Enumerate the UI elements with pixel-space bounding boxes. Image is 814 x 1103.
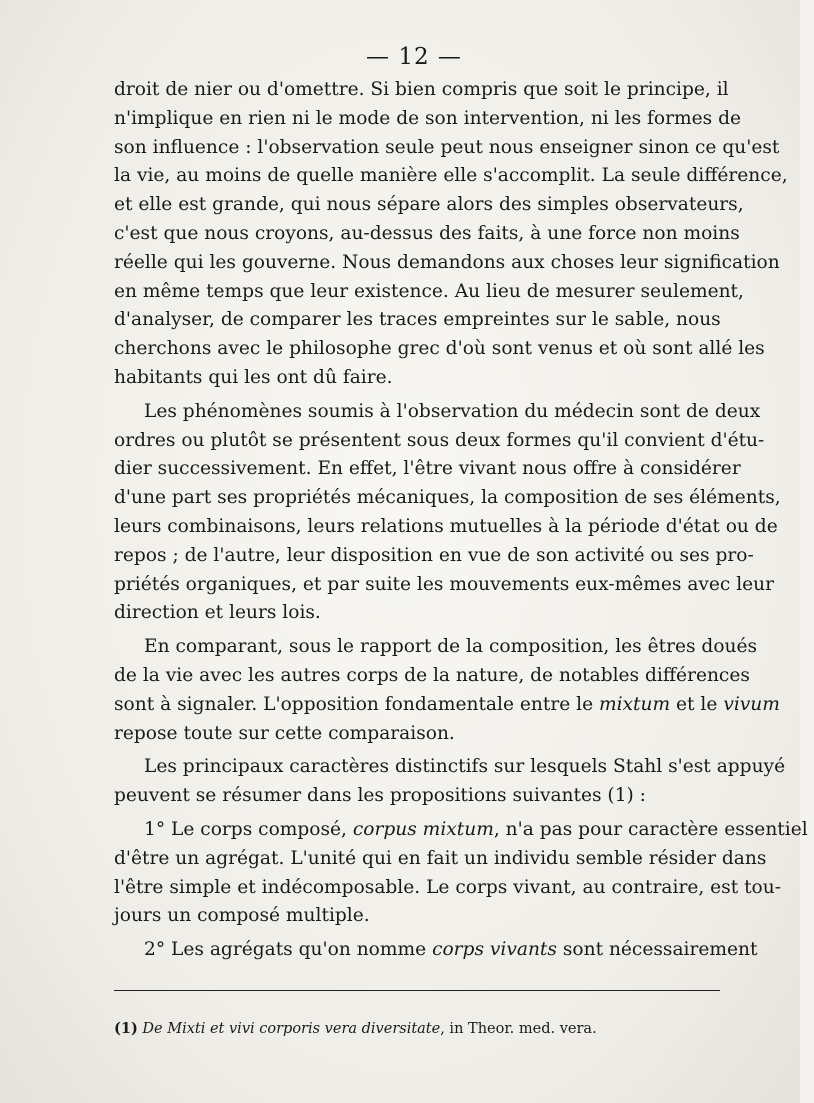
footnote-source: , in Theor. med. vera.	[440, 1021, 597, 1037]
text-line: cherchons avec le philosophe grec d'où sont venus et où sont allé les	[114, 338, 765, 360]
text-line: d'être un agrégat. L'unité qui en fait un individu semble résider dans	[114, 847, 767, 869]
text-line: dier successivement. En effet, l'être vivant nous offre à considérer	[114, 458, 741, 480]
text-line: Les phénomènes soumis à l'observation du médecin sont de deux	[144, 400, 761, 422]
text-line: son influence : l'observation seule peut nous enseigner sinon ce qu'est	[114, 136, 780, 158]
text-line: repos ; de l'autre, leur disposition en vue de son activité ou ses pro-	[114, 544, 754, 566]
text-line: habitants qui les ont dû faire.	[114, 366, 393, 388]
text-line: réelle qui les gouverne. Nous demandons aux choses leur signification	[114, 251, 780, 273]
text-line: ordres ou plutôt se présentent sous deux formes qu'il convient d'étu-	[114, 429, 765, 451]
body-text	[114, 76, 808, 965]
text-line: d'analyser, de comparer les traces empreintes sur le sable, nous	[114, 309, 721, 331]
page-number: — 12 —	[366, 44, 462, 70]
text-line: et elle est grande, qui nous sépare alors des simples observateurs,	[114, 194, 744, 216]
text-line: sont à signaler. L'opposition fondamentale entre le mixtum et le vivum	[114, 693, 780, 715]
text-line: la vie, au moins de quelle manière elle s'accomplit. La seule différence,	[114, 165, 788, 187]
text-line: c'est que nous croyons, au-dessus des faits, à une force non moins	[114, 222, 740, 244]
footnote-mark: (1)	[114, 1020, 138, 1037]
text-line: de la vie avec les autres corps de la nature, de notables différences	[114, 664, 750, 686]
text-line: direction et leurs lois.	[114, 602, 321, 624]
text-line: n'implique en rien ni le mode de son intervention, ni les formes de	[114, 107, 742, 129]
text-line: peuvent se résumer dans les propositions suivantes (1) :	[114, 785, 646, 807]
text-line: priétés organiques, et par suite les mouvements eux-mêmes avec leur	[114, 573, 775, 595]
text-line: l'être simple et indécomposable. Le corps vivant, au contraire, est tou-	[114, 876, 782, 898]
text-line: leurs combinaisons, leurs relations mutuelles à la période d'état ou de	[114, 515, 778, 537]
text-line: jours un composé multiple.	[114, 905, 370, 927]
text-line: droit de nier ou d'omettre. Si bien compris que soit le principe, il	[114, 79, 729, 100]
footnote-title: De Mixti et vivi corporis vera diversitate	[142, 1021, 441, 1037]
text-line: en même temps que leur existence. Au lieu de mesurer seulement,	[114, 280, 744, 302]
footnote-divider	[114, 990, 720, 991]
text-line: 2° Les agrégats qu'on nomme corps vivants sont nécessairement	[144, 939, 758, 961]
text-line: En comparant, sous le rapport de la composition, les êtres doués	[144, 636, 758, 658]
text-line: Les principaux caractères distinctifs sur lesquels Stahl s'est appuyé	[144, 756, 786, 778]
text-line: repose toute sur cette comparaison.	[114, 722, 455, 744]
text-line: d'une part ses propriétés mécaniques, la composition de ses éléments,	[114, 487, 781, 509]
text-line: 1° Le corps composé, corpus mixtum, n'a pas pour caractère essentiel	[144, 818, 808, 840]
footnote	[114, 1018, 720, 1040]
